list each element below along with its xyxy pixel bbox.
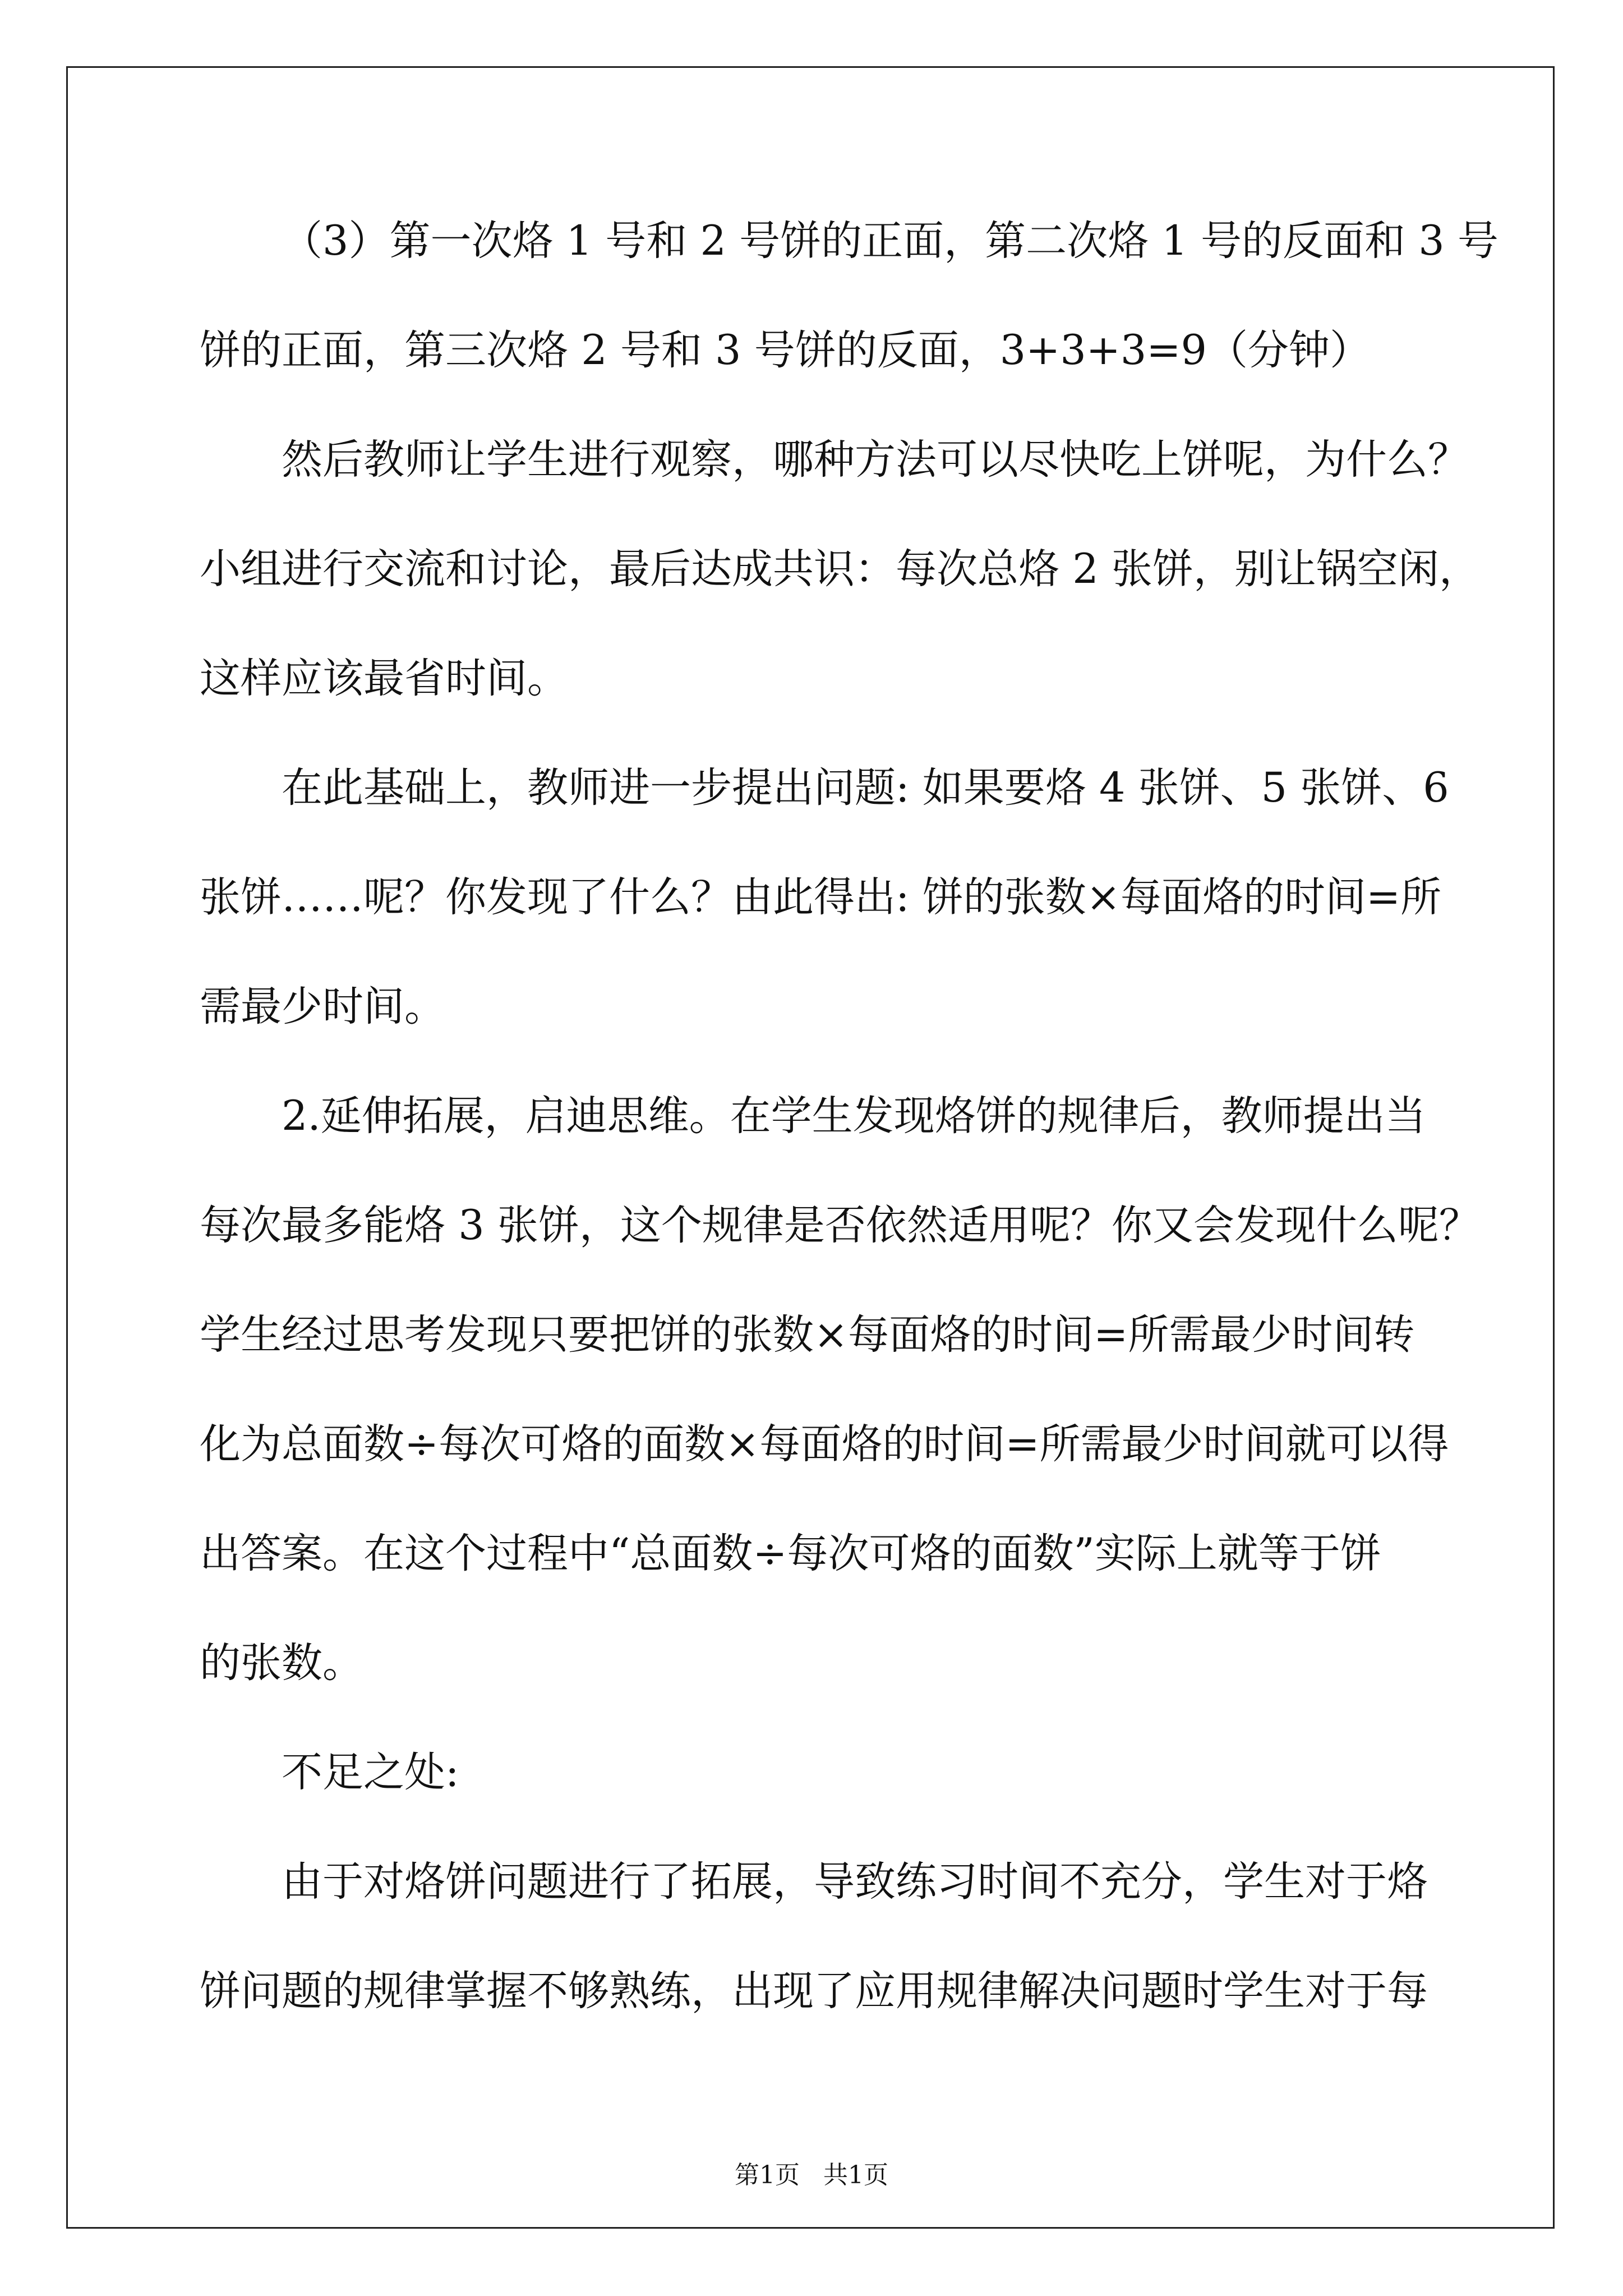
text-line: 在此基础上，教师进一步提出问题: 如果要烙 4 张饼、5 张饼、6 — [282, 764, 1449, 812]
text-line: 2.延伸拓展，启迪思维。在学生发现烙饼的规律后，教师提出当 — [282, 1092, 1426, 1140]
text-line: 的张数。 — [200, 1639, 363, 1687]
text-line: 需最少时间。 — [200, 983, 445, 1030]
text-line: 学生经过思考发现只要把饼的张数×每面烙的时间=所需最少时间转 — [200, 1311, 1415, 1359]
text-line: 小组进行交流和讨论，最后达成共识：每次总烙 2 张饼，别让锅空闲， — [200, 545, 1480, 593]
text-line: 由于对烙饼问题进行了拓展，导致练习时间不充分，学生对于烙 — [282, 1858, 1428, 1906]
text-line: 然后教师让学生进行观察，哪种方法可以尽快吃上饼呢，为什么？ — [282, 436, 1469, 484]
text-line: （3）第一次烙 1 号和 2 号饼的正面，第二次烙 1 号的反面和 3 号 — [282, 217, 1498, 265]
text-line: 这样应该最省时间。 — [200, 655, 568, 702]
section-heading: 不足之处: — [282, 1749, 459, 1796]
text-line: 化为总面数÷每次可烙的面数×每面烙的时间=所需最少时间就可以得 — [200, 1420, 1449, 1468]
page-footer: 第1页 共1页 — [735, 2161, 888, 2189]
text-line: 张饼……呢？你发现了什么？由此得出: 饼的张数×每面烙的时间=所 — [200, 873, 1442, 921]
text-line: 出答案。在这个过程中“总面数÷每次可烙的面数”实际上就等于饼 — [200, 1530, 1381, 1577]
text-line: 每次最多能烙 3 张饼，这个规律是否依然适用呢？你又会发现什么呢？ — [200, 1202, 1480, 1249]
text-line: 饼的正面，第三次烙 2 号和 3 号饼的反面，3+3+3=9（分钟） — [200, 326, 1371, 374]
text-line: 饼问题的规律掌握不够熟练，出现了应用规律解决问题时学生对于每 — [200, 1967, 1428, 2015]
